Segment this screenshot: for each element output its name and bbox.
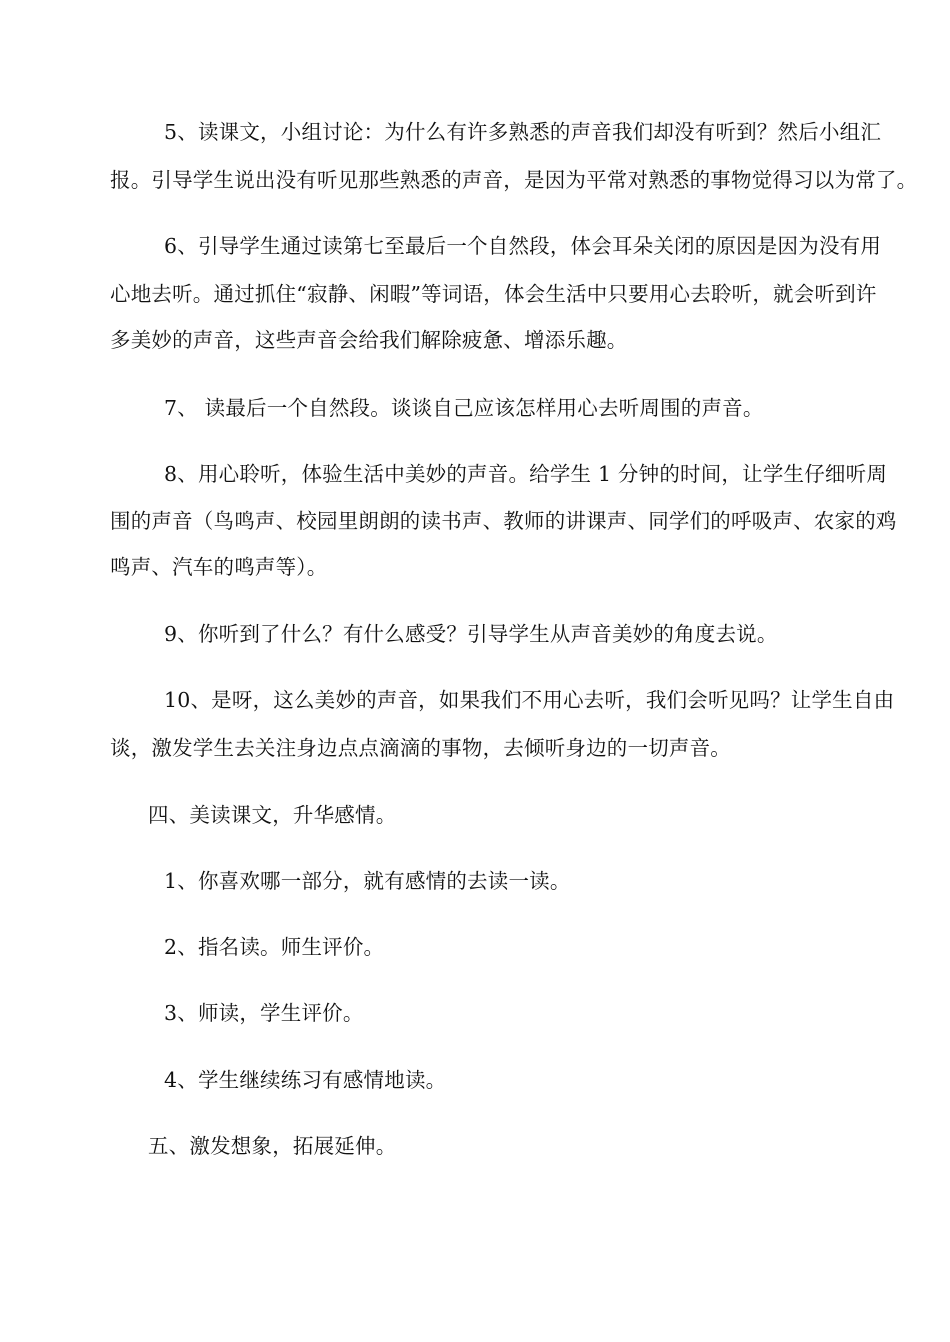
paragraph-8-line-1: 8、用心聆听，体验生活中美妙的声音。给学生 1 分钟的时间，让学生仔细听周 (164, 462, 888, 486)
section-4-heading: 四、美读课文，升华感情。 (148, 803, 397, 827)
paragraph-10-line-2: 谈，激发学生去关注身边点点滴滴的事物，去倾听身边的一切声音。 (110, 736, 731, 760)
paragraph-7-line-1: 7、 读最后一个自然段。谈谈自己应该怎样用心去听周围的声音。 (164, 396, 764, 420)
paragraph-5-line-2: 报。引导学生说出没有听见那些熟悉的声音，是因为平常对熟悉的事物觉得习以为常了。 (110, 168, 918, 192)
paragraph-6-line-3: 多美妙的声音，这些声音会给我们解除疲惫、增添乐趣。 (110, 328, 628, 352)
paragraph-6-line-1: 6、引导学生通过读第七至最后一个自然段，体会耳朵关闭的原因是因为没有用 (164, 234, 882, 258)
section-4-item-1: 1、你喜欢哪一部分，就有感情的去读一读。 (164, 869, 571, 893)
section-5-heading: 五、激发想象，拓展延伸。 (148, 1134, 397, 1158)
section-4-item-4: 4、学生继续练习有感情地读。 (164, 1068, 447, 1092)
section-4-item-2: 2、指名读。师生评价。 (164, 935, 385, 959)
paragraph-9-line-1: 9、你听到了什么？有什么感受？引导学生从声音美妙的角度去说。 (164, 622, 778, 646)
section-4-item-3: 3、师读，学生评价。 (164, 1001, 364, 1025)
paragraph-5-line-1: 5、读课文，小组讨论：为什么有许多熟悉的声音我们却没有听到？然后小组汇 (164, 120, 882, 144)
paragraph-10-line-1: 10、是呀，这么美妙的声音，如果我们不用心去听，我们会听见吗？让学生自由 (164, 688, 895, 712)
paragraph-6-line-2: 心地去听。通过抓住“寂静、闲暇”等词语，体会生活中只要用心去聆听，就会听到许 (110, 282, 877, 306)
paragraph-8-line-3: 鸣声、汽车的鸣声等）。 (110, 555, 328, 579)
paragraph-8-line-2: 围的声音（鸟鸣声、校园里朗朗的读书声、教师的讲课声、同学们的呼吸声、农家的鸡 (110, 509, 897, 533)
